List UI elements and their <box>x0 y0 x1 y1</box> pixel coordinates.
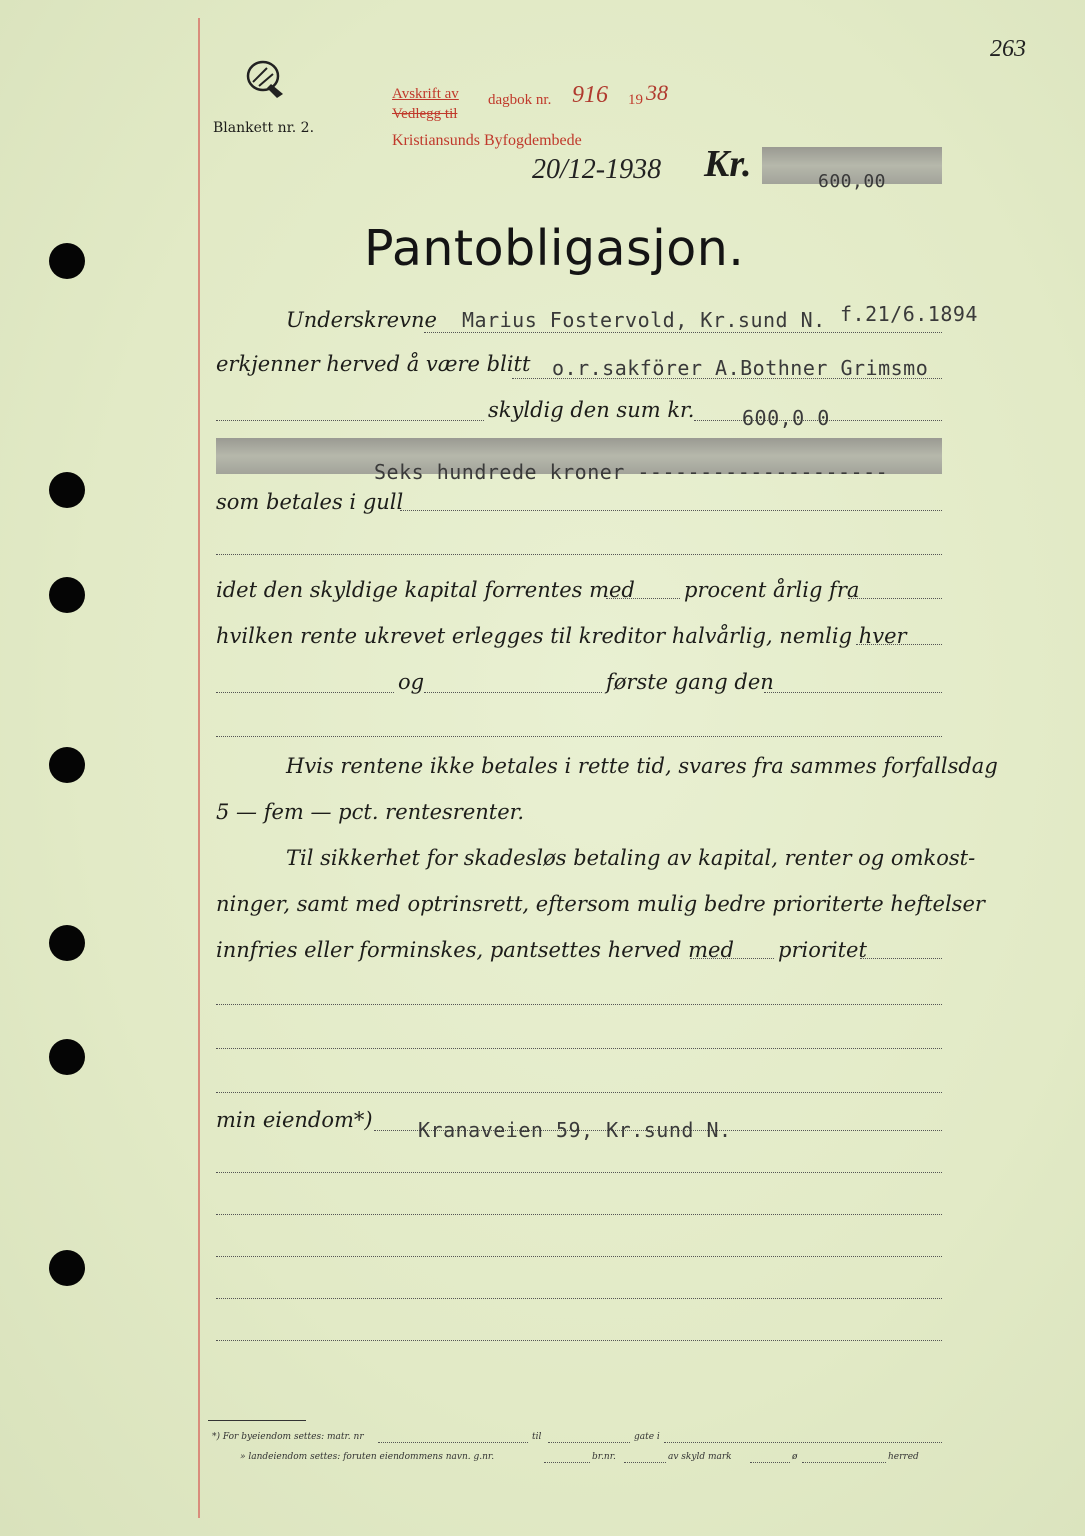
dotted-line <box>216 554 942 555</box>
dotted-line <box>690 958 774 959</box>
dotted-line <box>400 510 942 511</box>
percent-label: procent årlig fra <box>684 578 860 602</box>
footnote-line-2c: av skyld mark <box>668 1452 732 1462</box>
margin-line <box>198 18 200 1518</box>
dotted-line <box>216 1256 942 1257</box>
dotted-line <box>216 420 484 421</box>
dotted-line <box>424 332 942 333</box>
page-number: 263 <box>990 36 1026 62</box>
dotted-line <box>802 1462 886 1463</box>
dotted-line <box>860 958 942 959</box>
property-value: Kranaveien 59, Kr.sund N. <box>418 1118 732 1142</box>
stamp-office: Kristiansunds Byfogdembede <box>392 132 582 149</box>
footnote-line-1c: gate i <box>634 1432 660 1442</box>
dotted-line <box>216 1048 942 1049</box>
binder-hole <box>49 1039 85 1075</box>
undersigned-label: Underskrevne <box>286 308 437 332</box>
paragraph-2-line-1: Til sikkerhet for skadesløs betaling av kapital, renter og omkost- <box>286 846 976 870</box>
gold-label: som betales i gull <box>216 490 404 514</box>
dotted-line <box>216 692 394 693</box>
dotted-line <box>216 1092 942 1093</box>
paragraph-2-line-2: ninger, samt med optrinsrett, eftersom mulig bedre prioriterte heftelser <box>216 892 985 916</box>
dotted-line <box>606 598 680 599</box>
year-suffix: 38 <box>646 80 668 105</box>
dagbok-number: 916 <box>572 82 608 108</box>
dotted-line <box>544 1462 590 1463</box>
binder-hole <box>49 577 85 613</box>
dotted-line <box>216 1340 942 1341</box>
dotted-line <box>424 692 602 693</box>
paragraph-1-line-1: Hvis rentene ikke betales i rette tid, svares fra sammes forfallsdag <box>286 754 998 778</box>
footnote-rule <box>208 1420 306 1421</box>
undersigned-value: Marius Fostervold, Kr.sund N. <box>462 308 826 332</box>
footnote-line-2d: ø <box>792 1452 798 1462</box>
dotted-line <box>216 1214 942 1215</box>
stamp-attachment: Vedlegg til <box>392 106 458 122</box>
binder-hole <box>49 472 85 508</box>
priority-label: prioritet <box>778 938 867 962</box>
stamp-copy-of: Avskrift av <box>392 86 459 102</box>
dotted-line <box>216 736 942 737</box>
dotted-line <box>378 1442 528 1443</box>
footnote-line-2a: » landeiendom settes: foruten eiendommens navn. g.nr. <box>240 1452 495 1462</box>
printer-emblem-icon <box>243 58 291 102</box>
footnote-line-2b: br.nr. <box>592 1452 616 1462</box>
dotted-line <box>664 1442 942 1443</box>
paragraph-1-line-2: 5 — fem — pct. rentesrenter. <box>216 800 525 824</box>
document-title: Pantobligasjon. <box>364 220 745 277</box>
birth-value: f.21/6.1894 <box>840 302 978 326</box>
dotted-line <box>856 644 942 645</box>
dotted-line <box>750 1462 790 1463</box>
first-time-label: første gang den <box>606 670 774 694</box>
acknowledge-label: erkjenner herved å være blitt <box>216 352 531 376</box>
amount-value: 600,0 0 <box>742 406 830 430</box>
amount-words: Seks hundrede kroner -------------------- <box>374 460 889 484</box>
dotted-line <box>216 1172 942 1173</box>
creditor-value: o.r.sakförer A.Bothner Grimsmo <box>552 356 929 380</box>
footnote-line-1b: til <box>532 1432 542 1442</box>
binder-hole <box>49 747 85 783</box>
binder-hole <box>49 243 85 279</box>
rent-text: hvilken rente ukrevet erlegges til kreditor halvårlig, nemlig hver <box>216 624 907 648</box>
paragraph-2-line-3: innfries eller forminskes, pantsettes herved med <box>216 938 734 962</box>
form-number: Blankett nr. 2. <box>213 120 315 136</box>
handwritten-date: 20/12-1938 <box>532 154 662 185</box>
and-label: og <box>398 670 425 694</box>
amount-box-value: 600,00 <box>818 171 887 192</box>
dotted-line <box>216 1004 942 1005</box>
binder-hole <box>49 1250 85 1286</box>
footnote-line-1a: *) For byeiendom settes: matr. nr <box>212 1432 364 1442</box>
binder-hole <box>49 925 85 961</box>
stamp-dagbok: dagbok nr. <box>488 92 552 108</box>
dotted-line <box>548 1442 630 1443</box>
kr-label: Kr. <box>704 143 752 185</box>
owes-label: skyldig den sum kr. <box>488 398 695 422</box>
stamp-year-prefix: 19 <box>628 92 643 108</box>
dotted-line <box>848 598 942 599</box>
property-label: min eiendom*) <box>216 1108 373 1132</box>
interest-text: idet den skyldige kapital forrentes med <box>216 578 635 602</box>
dotted-line <box>624 1462 666 1463</box>
dotted-line <box>764 692 942 693</box>
footnote-line-2e: herred <box>888 1452 919 1462</box>
dotted-line <box>216 1298 942 1299</box>
